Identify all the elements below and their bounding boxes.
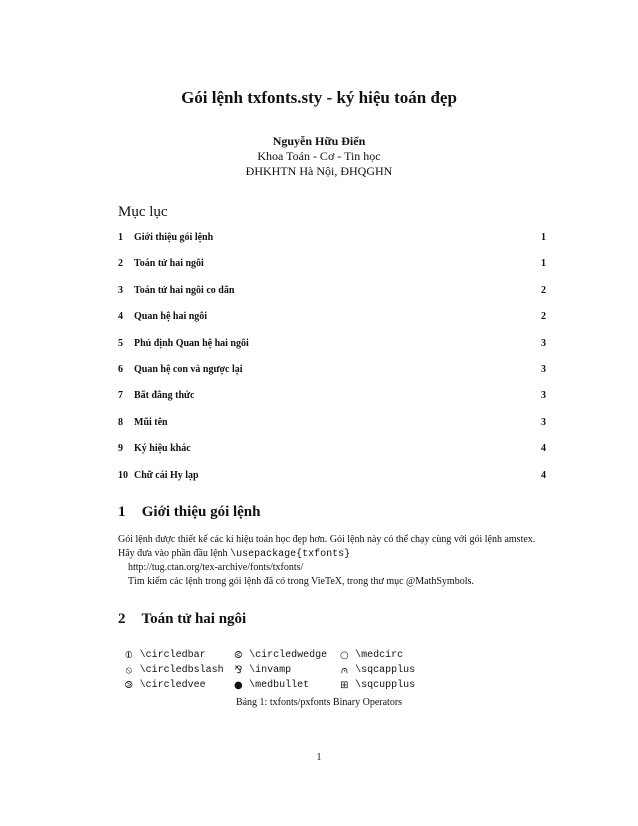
toc-entry-title: Chữ cái Hy lạp	[134, 469, 199, 481]
medbullet-symbol-icon: ●	[234, 680, 243, 691]
toc-entry-page: 1	[541, 232, 546, 243]
toc-entry-page: 2	[541, 284, 546, 296]
toc-entry[interactable]	[118, 338, 546, 364]
toc-entry-page: 3	[541, 416, 546, 428]
command-name: \circledwedge	[249, 650, 328, 661]
toc-entry-page: 4	[541, 443, 546, 455]
toc-entry-title: Bất đẳng thức	[134, 390, 195, 402]
toc-entry[interactable]	[118, 285, 546, 311]
toc-entry-title: Mũi tên	[134, 416, 168, 428]
sqcapplus-symbol-icon: ⩀	[340, 665, 348, 676]
author-block	[0, 134, 638, 179]
toc-entry-title: Quan hệ hai ngôi	[134, 311, 208, 323]
toc-entry-number: 8	[118, 416, 123, 428]
toc-entry-number: 4	[118, 311, 123, 323]
toc-entry-title: Toán tử hai ngôi	[134, 258, 204, 270]
toc-entry[interactable]	[118, 232, 546, 258]
toc-entry-number: 10	[118, 469, 128, 481]
toc-entry[interactable]	[118, 258, 546, 284]
usepackage-code: \usepackage{txfonts}	[230, 548, 351, 560]
toc-entry-number: 7	[118, 390, 123, 402]
toc-entry-page: 4	[541, 469, 546, 481]
command-name: \medbullet	[249, 680, 310, 691]
toc-entry[interactable]	[118, 364, 546, 390]
toc-entry[interactable]	[118, 417, 546, 443]
author-affiliation: Khoa Toán - Cơ - Tin học	[257, 149, 381, 163]
toc-entry-page: 3	[541, 337, 546, 349]
intro-text: Gói lệnh được thiết kế các kí hiệu toán học đẹp hơn. Gói lệnh này có thể chạy cùng với gói lệnh amstex. Hãy đưa vào phần đầu lệnh	[118, 534, 536, 559]
command-name: \sqcupplus	[355, 680, 416, 691]
author-institution: ĐHKHTN Hà Nội, ĐHQGHN	[245, 164, 393, 178]
circledvee-symbol-icon: ⧁	[124, 680, 133, 691]
author-name: Nguyễn Hữu Điển	[272, 134, 366, 148]
table-of-contents	[118, 232, 546, 496]
command-name: \circledvee	[139, 680, 206, 691]
command-name: \circledbslash	[139, 665, 224, 676]
page-number: 1	[316, 752, 322, 763]
search-hint-paragraph: Tìm kiếm các lệnh trong gói lệnh đã có trong VieTeX, trong thư mục @MathSymbols.	[128, 575, 474, 587]
circledwedge-symbol-icon: ⧀	[234, 650, 243, 661]
package-url[interactable]: http://tug.ctan.org/tex-archive/fonts/txfonts/	[128, 562, 304, 573]
toc-entry-page: 1	[541, 258, 546, 270]
section-title: Toán tử hai ngôi	[141, 611, 247, 627]
toc-entry-title: Toán tử hai ngôi co dãn	[134, 284, 235, 296]
intro-paragraph	[118, 533, 548, 561]
toc-entry-number: 2	[118, 258, 123, 270]
command-name: \medcirc	[355, 650, 404, 661]
toc-entry-title: Phủ định Quan hệ hai ngôi	[134, 337, 249, 349]
binary-operators-table	[118, 648, 418, 693]
section-title: Giới thiệu gói lệnh	[141, 504, 261, 520]
toc-entry-number: 9	[118, 443, 123, 455]
toc-entry-number: 1	[118, 232, 123, 243]
circledbar-symbol-icon: ⦶	[125, 650, 133, 661]
toc-entry-page: 3	[541, 390, 546, 402]
section-number: 1	[118, 504, 126, 520]
sqcupplus-symbol-icon: ⊞	[340, 680, 349, 691]
toc-heading: Mục lục	[118, 204, 168, 220]
toc-entry[interactable]	[118, 311, 546, 337]
toc-entry[interactable]	[118, 390, 546, 416]
table-row	[118, 663, 418, 678]
document-title: Gói lệnh txfonts.sty - ký hiệu toán đẹp	[181, 88, 457, 107]
command-name: \sqcapplus	[355, 665, 416, 676]
table-row	[118, 678, 418, 693]
command-name: \invamp	[249, 665, 292, 676]
toc-entry[interactable]	[118, 470, 546, 496]
command-name: \circledbar	[139, 650, 206, 661]
section-1-heading	[118, 504, 261, 521]
toc-entry-number: 5	[118, 337, 123, 349]
section-number: 2	[118, 611, 126, 627]
toc-entry-title: Quan hệ con và ngược lại	[134, 363, 243, 375]
section-2-heading	[118, 611, 246, 628]
toc-entry-title: Giới thiệu gói lệnh	[134, 232, 214, 243]
toc-entry-title: Ký hiệu khác	[134, 443, 191, 455]
section-1-body	[118, 533, 548, 588]
toc-entry-page: 3	[541, 363, 546, 375]
circledbslash-symbol-icon: ⦸	[125, 665, 133, 676]
toc-entry-number: 3	[118, 284, 123, 296]
invamp-symbol-icon: ⅋	[234, 665, 243, 676]
table-caption: Bảng 1: txfonts/pxfonts Binary Operators	[235, 697, 403, 708]
toc-entry-number: 6	[118, 363, 123, 375]
medcirc-symbol-icon: ○	[340, 650, 349, 661]
toc-entry-page: 2	[541, 311, 546, 323]
toc-entry[interactable]	[118, 443, 546, 469]
table-row	[118, 648, 418, 663]
